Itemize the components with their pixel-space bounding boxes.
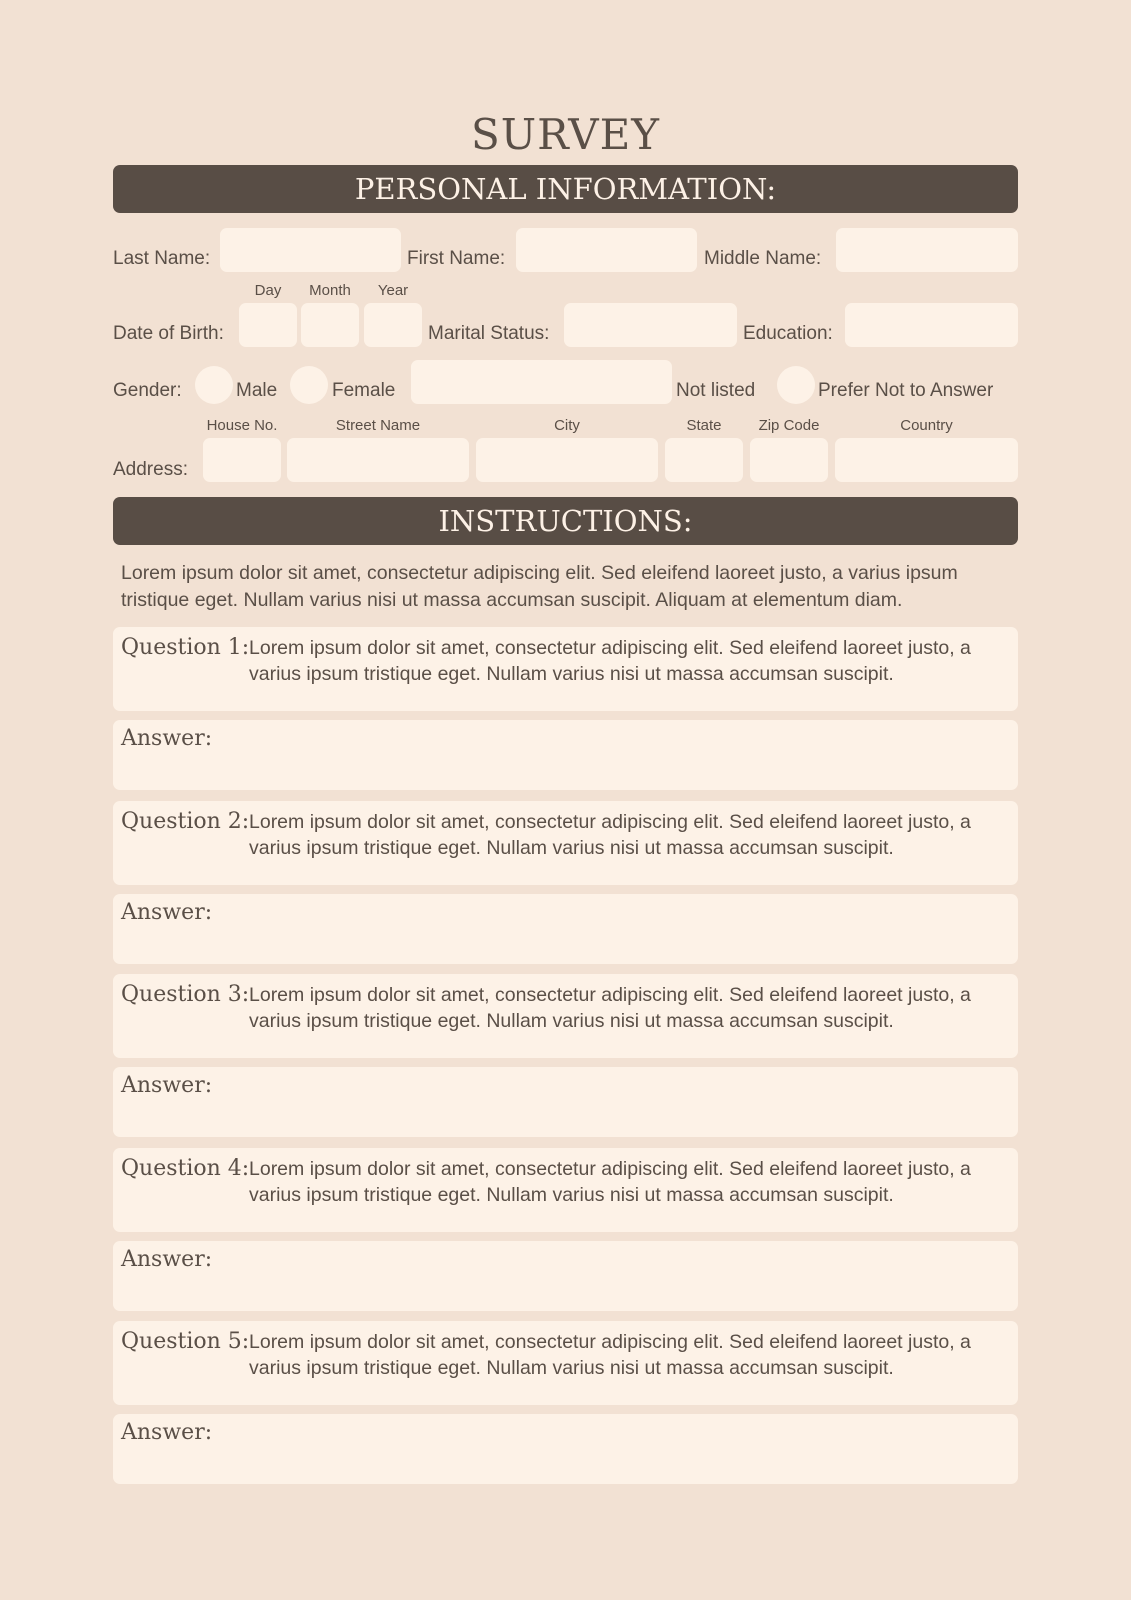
question-text: Lorem ipsum dolor sit amet, consectetur adipiscing elit. Sed eleifend laoreet justo, a varius ipsum tristique eget. Nullam varius nisi ut massa accumsan suscipit. [249, 1331, 971, 1379]
education-label: Education: [743, 323, 833, 344]
answer-field[interactable] [113, 1414, 1018, 1484]
female-label: Female [332, 380, 396, 401]
answer-label: Answer: [121, 1073, 213, 1098]
question-text: Lorem ipsum dolor sit amet, consectetur adipiscing elit. Sed eleifend laoreet justo, a varius ipsum tristique eget. Nullam varius nisi ut massa accumsan suscipit. [249, 1157, 971, 1206]
answer-label: Answer: [121, 1420, 213, 1445]
question-card [113, 627, 1018, 711]
question-card [113, 1321, 1018, 1405]
middle-name-label: Middle Name: [704, 248, 822, 269]
first-name-field[interactable] [516, 228, 697, 272]
question-label: Question 1: [121, 635, 250, 660]
answer-field[interactable] [113, 1067, 1018, 1137]
instructions-header: INSTRUCTIONS: [113, 497, 1018, 545]
gender-label: Gender: [113, 380, 182, 401]
street-name-label: Street Name [335, 417, 421, 434]
question-text: Lorem ipsum dolor sit amet, consectetur adipiscing elit. Sed eleifend laoreet justo, a varius ipsum tristique eget. Nullam varius nisi ut massa accumsan suscipit. [249, 637, 971, 685]
house-no-field[interactable] [203, 438, 281, 482]
answer-label: Answer: [121, 899, 213, 925]
last-name-label: Last Name: [113, 248, 211, 269]
country-field[interactable] [835, 438, 1018, 482]
month-label: Month [309, 282, 351, 299]
state-field[interactable] [665, 438, 743, 482]
not-listed-field[interactable] [411, 360, 672, 404]
male-label: Male [236, 380, 278, 401]
question-label: Question 5: [121, 1329, 250, 1354]
page-title: SURVEY [470, 110, 660, 159]
answer-field[interactable] [113, 1241, 1018, 1311]
prefer-not-radio[interactable] [777, 366, 815, 404]
state-label: State [686, 417, 722, 434]
question-text: Lorem ipsum dolor sit amet, consectetur adipiscing elit. Sed eleifend laoreet justo, a varius ipsum tristique eget. Nullam varius nisi ut massa accumsan suscipit. [249, 984, 971, 1032]
question-text: Lorem ipsum dolor sit amet, consectetur adipiscing elit. Sed eleifend laoreet justo, a varius ipsum tristique eget. Nullam varius nisi ut massa accumsan suscipit. [249, 810, 971, 859]
female-radio[interactable] [290, 366, 328, 404]
zip-code-field[interactable] [750, 438, 828, 482]
personal-information-header: PERSONAL INFORMATION: [113, 165, 1018, 213]
answer-label: Answer: [121, 1246, 213, 1272]
street-name-field[interactable] [287, 438, 469, 482]
not-listed-label: Not listed [676, 380, 756, 401]
question-card [113, 801, 1018, 885]
city-field[interactable] [476, 438, 658, 482]
education-field[interactable] [845, 303, 1018, 347]
question-label: Question 4: [121, 1155, 250, 1181]
first-name-label: First Name: [407, 248, 506, 269]
question-card [113, 1148, 1018, 1232]
answer-field[interactable] [113, 720, 1018, 790]
day-label: Day [254, 282, 282, 299]
year-label: Year [377, 282, 409, 299]
question-label: Question 2: [121, 808, 250, 834]
answer-field[interactable] [113, 894, 1018, 964]
birth-month-field[interactable] [301, 303, 359, 347]
birth-day-field[interactable] [239, 303, 297, 347]
marital-status-field[interactable] [564, 303, 737, 347]
birth-year-field[interactable] [364, 303, 422, 347]
instructions-text: Lorem ipsum dolor sit amet, consectetur adipiscing elit. Sed eleifend laoreet justo, a varius ipsum tristique eget. Nullam varius nisi ut massa accumsan suscipit. Aliquam at elementum diam. [121, 562, 958, 611]
question-card [113, 974, 1018, 1058]
last-name-field[interactable] [220, 228, 401, 272]
prefer-not-label: Prefer Not to Answer [818, 380, 994, 401]
marital-status-label: Marital Status: [428, 323, 550, 344]
city-label: City [554, 417, 580, 434]
date-of-birth-label: Date of Birth: [113, 323, 224, 344]
zip-code-label: Zip Code [758, 417, 820, 434]
question-label: Question 3: [121, 982, 250, 1007]
address-label: Address: [113, 459, 188, 480]
country-label: Country [900, 417, 953, 434]
middle-name-field[interactable] [836, 228, 1018, 272]
male-radio[interactable] [195, 366, 233, 404]
answer-label: Answer: [121, 726, 213, 751]
house-no-label: House No. [206, 417, 278, 434]
